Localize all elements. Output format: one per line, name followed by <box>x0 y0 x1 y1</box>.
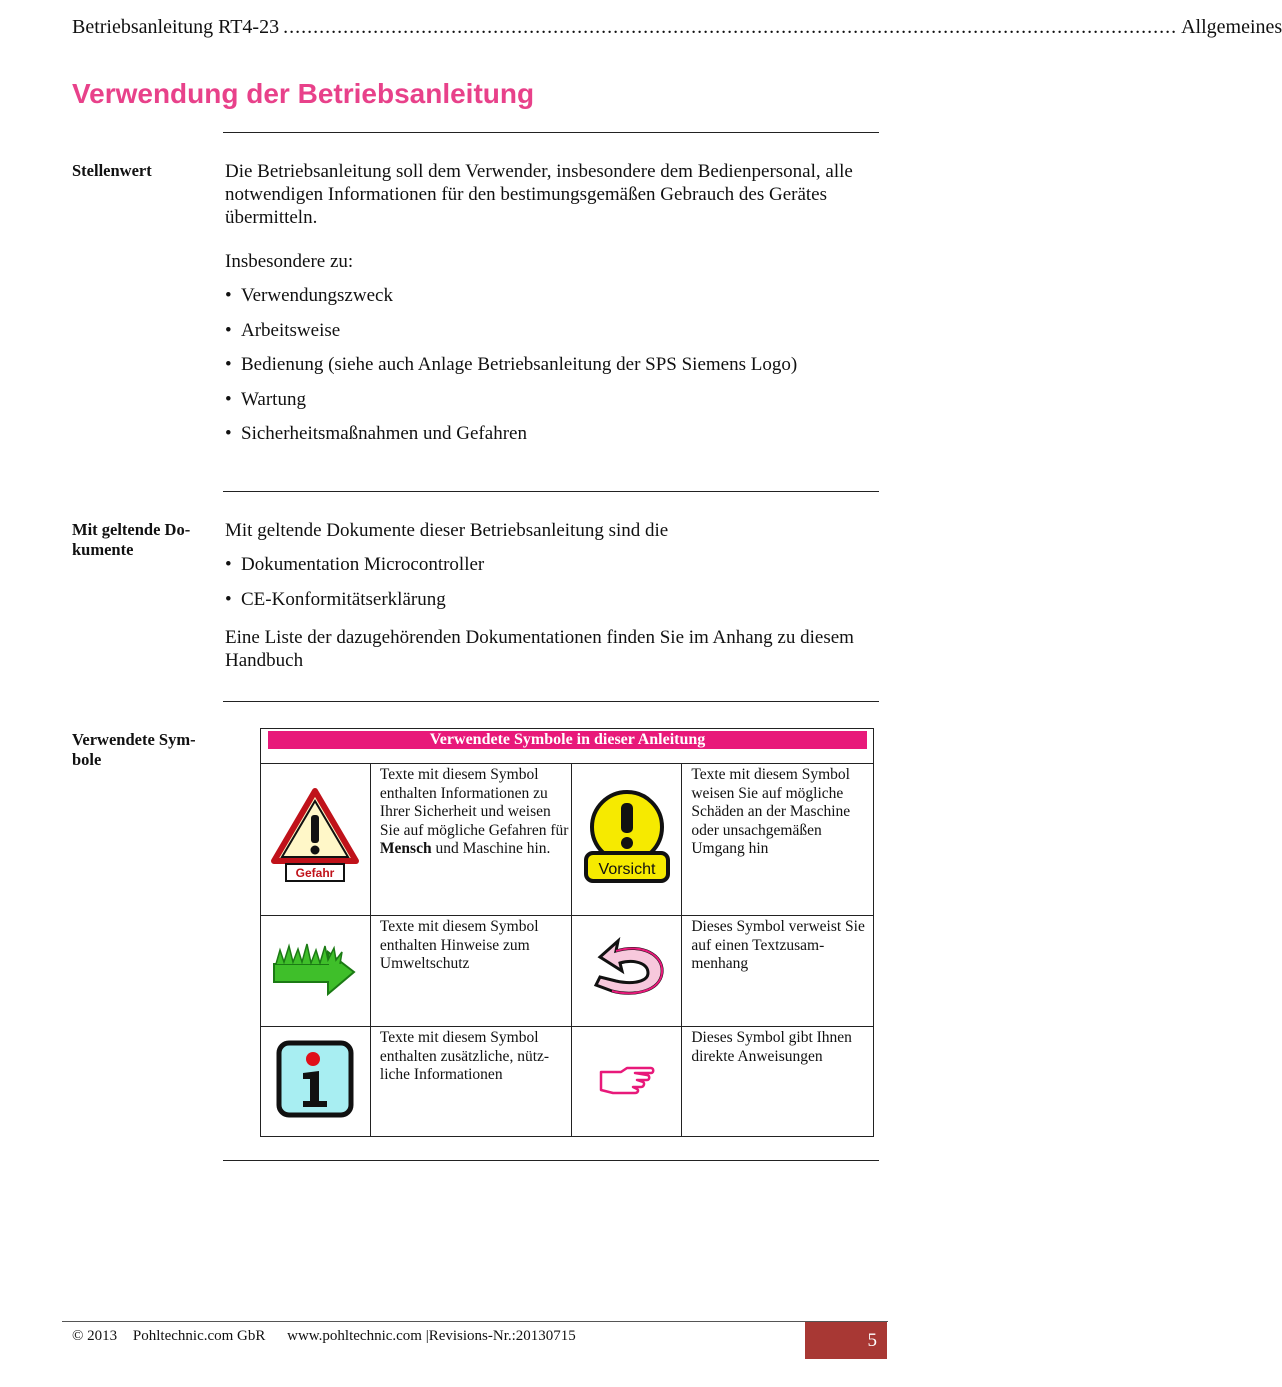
warning-triangle-icon <box>270 787 360 887</box>
section-divider <box>223 701 879 702</box>
list-item: • Dokumentation Microcontroller <box>225 553 880 588</box>
table-header-cell <box>261 729 874 764</box>
section-divider <box>223 1160 879 1161</box>
icon-cell <box>261 1027 371 1137</box>
footer-divider <box>62 1321 888 1322</box>
danger-text-end: und Maschine hin. <box>431 840 551 857</box>
section-label-stellenwert: Stellenwert <box>72 161 152 180</box>
description-cell: Dieses Symbol verweist Sie auf einen Textzusam-menhang <box>682 916 874 1027</box>
page-number: 5 <box>805 1322 887 1359</box>
description-cell: Texte mit diesem Symbol weisen Sie auf mögliche Schäden an der Maschine oder unsachgemäßen Umgang hin <box>682 764 874 916</box>
table-row <box>261 764 874 916</box>
symbols-table <box>260 728 874 1137</box>
paragraph: Mit geltende Dokumente dieser Betriebsanleitung sind die <box>225 520 669 541</box>
section-divider <box>223 491 879 492</box>
danger-text-start: Texte mit diesem Symbol enthalten Informationen zu Ihrer Sicherheit und weisen Sie auf mögliche Gefahren für <box>379 766 569 839</box>
reference-return-icon <box>582 933 672 1003</box>
footer-website: www.pohltechnic.com |Revisions-Nr.:20130715 <box>287 1328 576 1344</box>
list-item: • Arbeitsweise <box>225 319 880 354</box>
list-item: • Wartung <box>225 388 880 423</box>
bullet-list <box>225 553 880 622</box>
paragraph: Die Betriebsanleitung soll dem Verwender, insbesondere dem Bedienpersonal, alle notwendigen Informationen für den bestimungsgemäßen Gebrauch des Gerätes übermitteln. <box>225 161 853 228</box>
icon-cell <box>572 916 682 1027</box>
header-leader-dots: ..................................................................................................................................................... <box>283 16 1178 38</box>
header-document-title: Betriebsanleitung RT4-23 <box>72 16 280 38</box>
description-cell <box>370 764 572 916</box>
icon-cell <box>261 916 371 1027</box>
running-header <box>72 16 1282 39</box>
section-divider <box>223 132 879 133</box>
section-label-symbole: Verwendete Sym-bole <box>72 730 196 769</box>
icon-cell <box>572 764 682 916</box>
info-icon <box>275 1039 355 1119</box>
list-item: • CE-Konformitätserklärung <box>225 588 880 623</box>
table-title: Verwendete Symbole in dieser Anleitung <box>268 731 867 749</box>
icon-cell <box>261 764 371 916</box>
paragraph: Eine Liste der dazugehörenden Dokumentationen finden Sie im Anhang zu diesem Handbuch <box>225 627 854 671</box>
section-body-stellenwert <box>225 160 880 457</box>
danger-label: Gefahr <box>296 865 335 880</box>
description-cell: Dieses Symbol gibt Ihnen direkte Anweisungen <box>682 1027 874 1137</box>
section-body-dokumente <box>225 519 880 672</box>
page-footer <box>72 1328 576 1345</box>
caution-icon <box>582 787 672 887</box>
description-cell: Texte mit diesem Symbol enthalten zusätzliche, nütz-liche Informationen <box>370 1027 572 1137</box>
footer-company: Pohltechnic.com GbR <box>132 1328 266 1344</box>
header-chapter: Allgemeines <box>1181 16 1282 38</box>
table-row <box>261 1027 874 1137</box>
paragraph: Insbesondere zu: <box>225 251 354 272</box>
pointing-hand-icon <box>597 1064 657 1094</box>
page-title: Verwendung der Betriebsanleitung <box>72 78 535 109</box>
description-cell: Texte mit diesem Symbol enthalten Hinweise zum Umweltschutz <box>370 916 572 1027</box>
bullet-list <box>225 284 880 457</box>
icon-cell <box>572 1027 682 1137</box>
footer-copyright: © 2013 <box>72 1328 118 1344</box>
table-header-row <box>261 729 874 764</box>
list-item: • Verwendungszweck <box>225 284 880 319</box>
list-item: • Sicherheitsmaßnahmen und Gefahren <box>225 422 880 457</box>
danger-text-bold: Mensch <box>379 840 432 857</box>
table-row <box>261 916 874 1027</box>
caution-label: Vorsicht <box>598 860 656 878</box>
section-label-dokumente: Mit geltende Do-kumente <box>72 520 191 559</box>
list-item: • Bedienung (siehe auch Anlage Betriebsanleitung der SPS Siemens Logo) <box>225 353 880 388</box>
environment-arrow-icon <box>270 938 360 998</box>
